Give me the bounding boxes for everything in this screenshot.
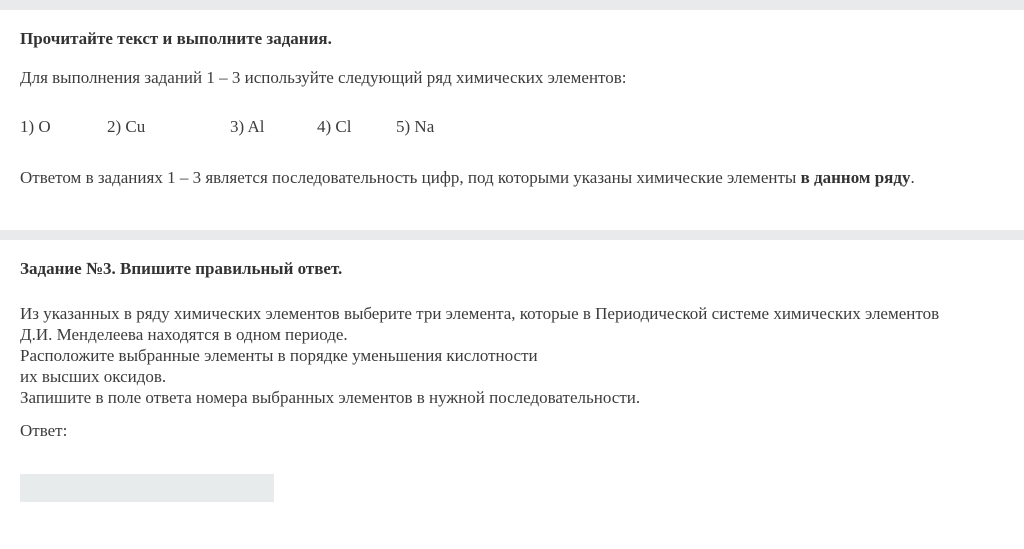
task-line-2: Д.И. Менделеева находятся в одном периоде. <box>20 325 348 344</box>
task-line-4: их высших оксидов. <box>20 367 167 386</box>
intro-section <box>0 10 1024 230</box>
answer-note-prefix: Ответом в заданиях 1 – 3 является последовательность цифр, под которыми указаны химические элементы <box>20 168 801 187</box>
intro-instruction: Для выполнения заданий 1 – 3 используйте следующий ряд химических элементов: <box>20 68 627 87</box>
element-item-2: 2) Cu <box>107 117 146 136</box>
section-separator <box>0 230 1024 240</box>
task-section <box>0 240 1024 549</box>
answer-input[interactable] <box>20 474 274 502</box>
answer-label: Ответ: <box>20 421 68 440</box>
answer-note <box>20 168 915 188</box>
answer-note-suffix: . <box>910 168 915 187</box>
task-description <box>20 303 1010 408</box>
task-line-1: Из указанных в ряду химических элементов выберите три элемента, которые в Периодической системе химических элементов <box>20 304 940 323</box>
element-item-3: 3) Al <box>230 117 265 136</box>
task-line-5: Запишите в поле ответа номера выбранных элементов в нужной последовательности. <box>20 388 641 407</box>
element-item-4: 4) Cl <box>317 117 352 136</box>
intro-heading: Прочитайте текст и выполните задания. <box>20 29 332 48</box>
task-line-3: Расположите выбранные элементы в порядке уменьшения кислотности <box>20 346 538 365</box>
task-heading: Задание №3. Впишите правильный ответ. <box>20 259 343 278</box>
elements-list <box>20 117 620 137</box>
top-separator <box>0 0 1024 10</box>
answer-note-bold: в данном ряду <box>800 168 911 187</box>
element-item-1: 1) O <box>20 117 51 136</box>
element-item-5: 5) Na <box>396 117 435 136</box>
